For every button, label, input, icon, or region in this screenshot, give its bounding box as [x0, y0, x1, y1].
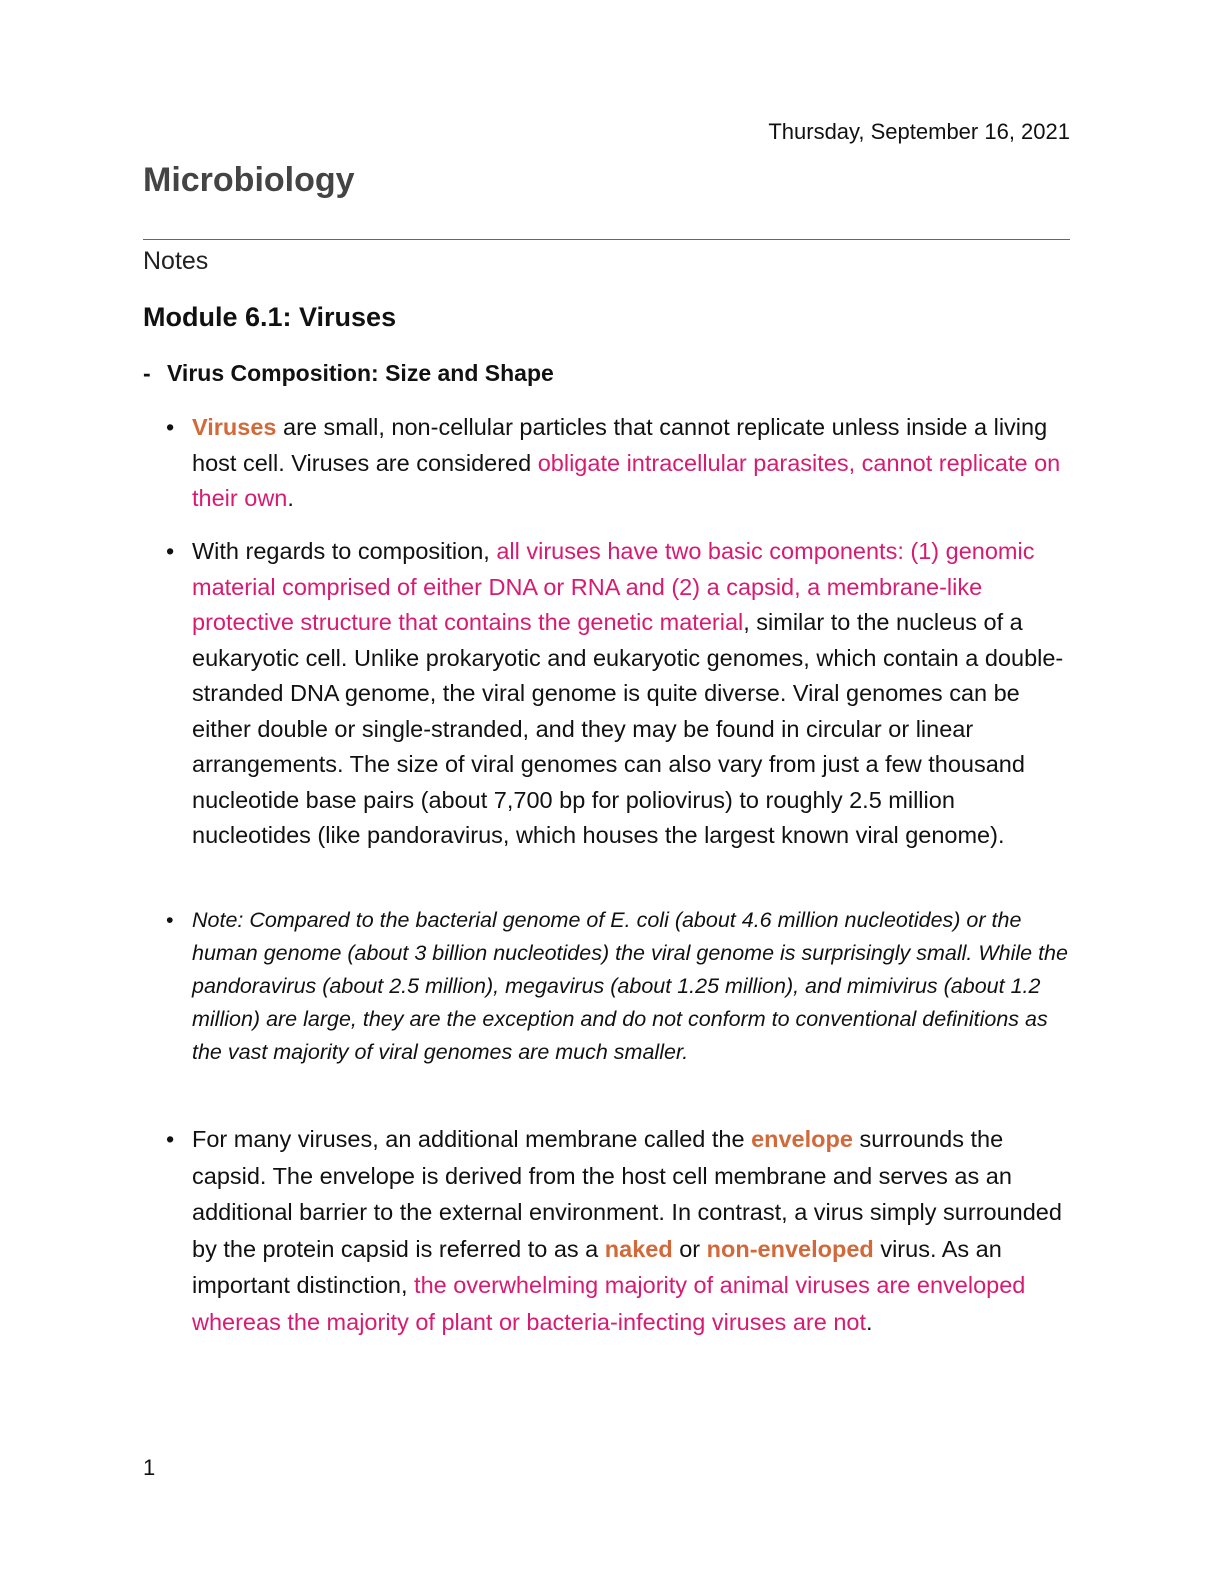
text: are small, non-cellular particles that cannot replicate unless inside a living host cell. Viruses are considered [192, 414, 1048, 476]
bullet-list-3 [166, 904, 1072, 1069]
dash-marker: - [143, 360, 151, 386]
text: , similar to the nucleus of a eukaryotic cell. Unlike prokaryotic and eukaryotic genomes, which contain a double-stranded DNA genome, the viral genome is quite diverse. Viral genomes can be either double or single-stranded, and they may be found in circular or linear arrangements. The size of viral genomes can also vary from just a few thousand nucleotide base pairs (about 7,700 bp for poliovirus) to roughly 2.5 million nucleotides (like pandoravirus, which houses the largest known viral genome). [192, 609, 1064, 848]
page-title: Microbiology [143, 161, 355, 199]
text: . [287, 485, 294, 511]
note-item [166, 904, 1072, 1069]
highlight: obligate intracellular parasites, cannot replicate on their own [192, 449, 1061, 511]
date: Thursday, September 16, 2021 [768, 119, 1070, 144]
bullet-icon: • [166, 1126, 175, 1152]
title-divider [143, 239, 1070, 240]
bullet-icon: • [166, 414, 175, 440]
text: or [672, 1235, 707, 1262]
bullet-icon: • [166, 538, 175, 564]
module-heading: Module 6.1: Viruses [143, 302, 397, 332]
highlight: the overwhelming majority of animal viruses are enveloped whereas the majority of plant or bacteria-infecting viruses are not [192, 1272, 1026, 1335]
text: For many viruses, an additional membrane called the [192, 1126, 752, 1152]
list-item [166, 1121, 1072, 1340]
page-subtitle: Notes [143, 247, 209, 275]
note-text: Note: Compared to the bacterial genome of E. coli (about 4.6 million nucleotides) or the human genome (about 3 billion nucleotides) the viral genome is surprisingly small. While the pandoravirus (about 2.5 million), megavirus (about 1.25 million), and mimivirus (about 1.2 million) are large, they are the exception and do not conform to conventional definitions as the vast majority of viral genomes are much smaller. [192, 908, 1068, 1064]
bullet-list-4 [166, 1121, 1072, 1340]
bullet-icon: • [166, 908, 174, 932]
section-heading [143, 360, 554, 387]
section-title: Virus Composition: Size and Shape [167, 360, 554, 386]
keyword: Viruses [192, 414, 277, 440]
keyword: naked [604, 1235, 673, 1262]
list-item [166, 410, 1072, 517]
list-item [166, 534, 1072, 854]
text: virus. As an important distinction, [192, 1235, 1002, 1298]
text: surrounds the capsid. The envelope is derived from the host cell membrane and serves as an additional barrier to the external environment. In contrast, a virus simply surrounded by the protein capsid is referred to as a [192, 1126, 1062, 1262]
bullet-list-2 [166, 534, 1072, 854]
highlight: all viruses have two basic components: (1) genomic material comprised of either DNA or RNA and (2) a capsid, a membrane-like protective structure that contains the genetic material [192, 538, 1035, 635]
bullet-list-1 [166, 410, 1072, 517]
keyword: envelope [751, 1126, 853, 1152]
text: . [866, 1308, 873, 1335]
page-number: 1 [143, 1455, 156, 1480]
text: With regards to composition, [192, 538, 497, 564]
keyword: non-enveloped [706, 1235, 874, 1262]
